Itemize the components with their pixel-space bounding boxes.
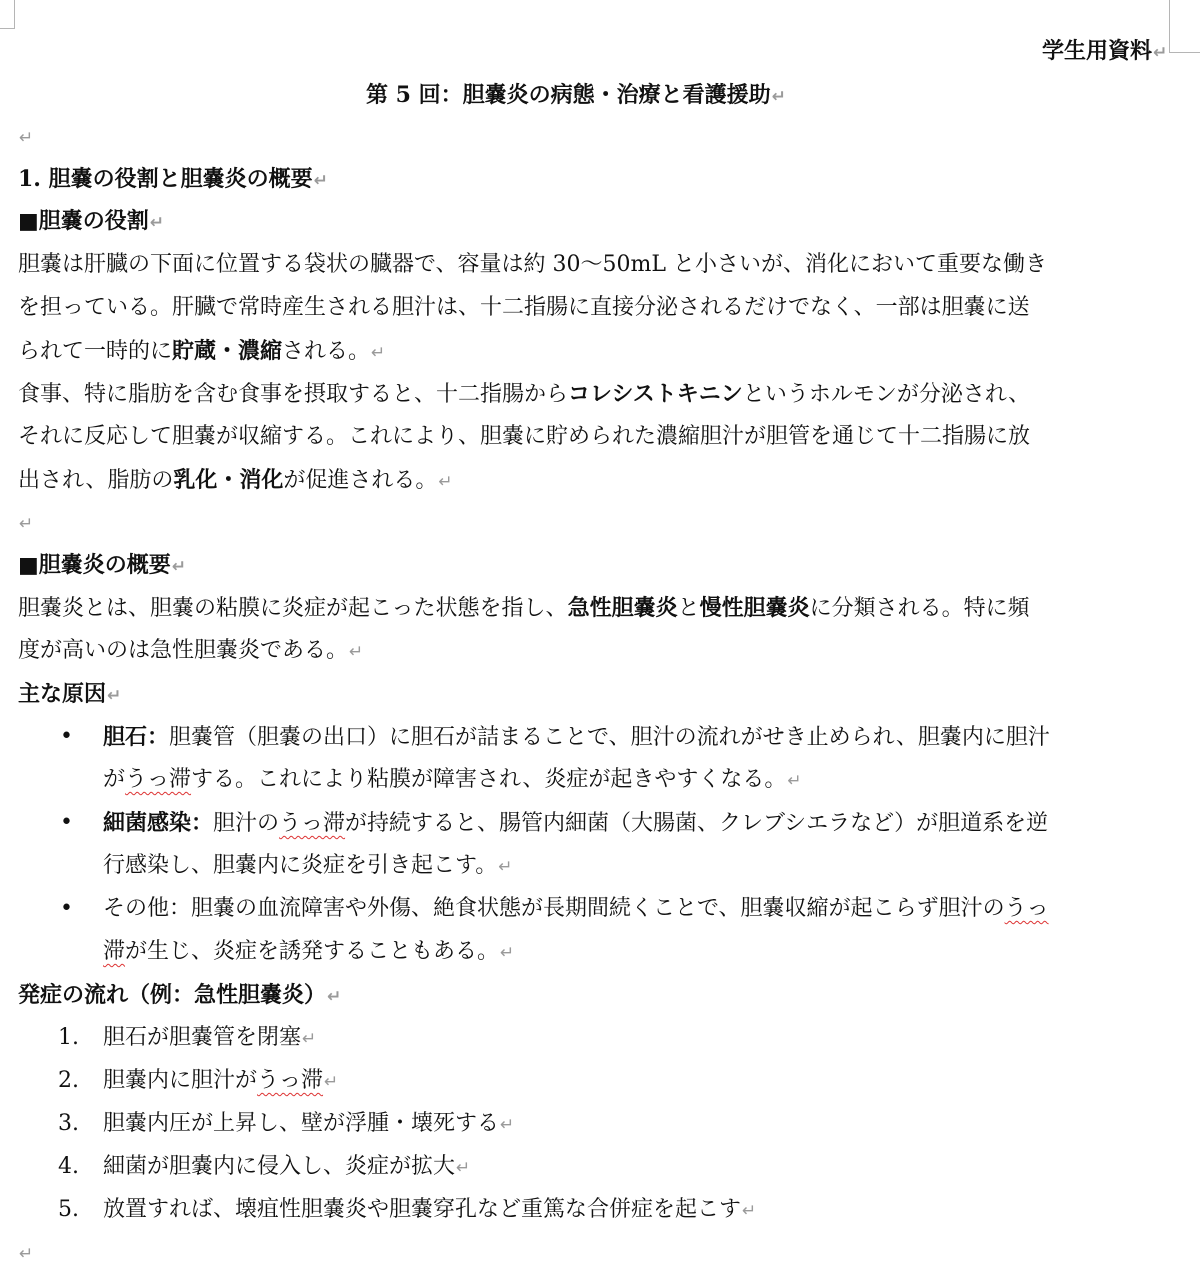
paragraph-mark: ↵ xyxy=(19,1244,34,1264)
list-item: 胆石：胆嚢管（胆嚢の出口）に胆石が詰まることで、胆汁の流れがせき止められ、胆嚢内に胆汁 xyxy=(103,724,1050,750)
body-text: 胆嚢は肝臓の下面に位置する袋状の臓器で、容量は約 30〜50mL と小さいが、消化において重要な働き xyxy=(18,252,1048,277)
paragraph-mark: ↵ xyxy=(349,642,364,662)
paragraph-mark: ↵ xyxy=(107,686,122,706)
paragraph-mark: ↵ xyxy=(787,771,802,791)
paragraph-mark: ↵ xyxy=(438,472,453,492)
paragraph-mark: ↵ xyxy=(19,514,34,534)
header-label: 学生用資料↵ xyxy=(1042,38,1168,64)
spellcheck-underline: うっ滞 xyxy=(257,1068,324,1093)
subheading-causes: 主な原因↵ xyxy=(18,681,122,707)
body-text: 食事、特に脂肪を含む食事を摂取すると、十二指腸からコレシストキニンというホルモンが分泌され、 xyxy=(18,381,1031,407)
paragraph-mark: ↵ xyxy=(498,857,513,877)
bold-term: 貯蔵・濃縮 xyxy=(172,338,283,364)
list-number: 5. xyxy=(58,1197,79,1222)
paragraph-mark: ↵ xyxy=(371,343,386,363)
bold-term: 慢性胆嚢炎 xyxy=(699,595,810,621)
bullet-icon: • xyxy=(60,810,73,835)
body-text: られて一時的に貯蔵・濃縮される。↵ xyxy=(18,338,386,364)
paragraph-mark: ↵ xyxy=(500,943,515,963)
list-number: 3. xyxy=(58,1111,79,1136)
paragraph-mark: ↵ xyxy=(456,1158,471,1178)
document-title: 第 5 回：胆嚢炎の病態・治療と看護援助↵ xyxy=(366,82,786,108)
spellcheck-underline: うっ滞 xyxy=(279,811,346,836)
paragraph-mark: ↵ xyxy=(324,1072,339,1092)
subheading-role: ■胆嚢の役割↵ xyxy=(18,208,165,234)
numbered-item: 細菌が胆嚢内に侵入し、炎症が拡大↵ xyxy=(103,1154,471,1179)
spellcheck-underline: うっ xyxy=(1004,896,1049,921)
list-item-continued: 行感染し、胆嚢内に炎症を引き起こす。↵ xyxy=(103,853,513,878)
margin-corner-mark xyxy=(0,0,15,29)
bold-term: 乳化・消化 xyxy=(173,467,284,493)
paragraph-mark: ↵ xyxy=(771,87,786,107)
body-text: それに反応して胆嚢が収縮する。これにより、胆嚢に貯められた濃縮胆汁が胆管を通じて十二指腸に放 xyxy=(18,424,1031,449)
section-heading: 1. 胆嚢の役割と胆嚢炎の概要↵ xyxy=(18,166,328,192)
bullet-icon: • xyxy=(60,896,73,921)
list-item: 細菌感染：胆汁のうっ滞が持続すると、腸管内細菌（大腸菌、クレブシエラなど）が胆道系を逆 xyxy=(103,810,1049,836)
empty-paragraph xyxy=(18,1238,33,1269)
list-number: 1. xyxy=(58,1025,79,1050)
bold-term: コレシストキニン xyxy=(568,381,743,407)
body-text: 出され、脂肪の乳化・消化が促進される。↵ xyxy=(18,467,453,493)
paragraph-mark: ↵ xyxy=(742,1201,757,1221)
bold-term: 胆石： xyxy=(103,724,170,750)
body-text: 胆嚢炎とは、胆嚢の粘膜に炎症が起こった状態を指し、急性胆嚢炎と慢性胆嚢炎に分類される。特に頻 xyxy=(18,595,1030,621)
paragraph-mark: ↵ xyxy=(1153,43,1168,63)
margin-corner-mark xyxy=(1169,0,1200,53)
subheading-flow: 発症の流れ（例：急性胆嚢炎）↵ xyxy=(18,982,342,1008)
bullet-icon: • xyxy=(60,724,73,749)
numbered-item: 放置すれば、壊疽性胆嚢炎や胆嚢穿孔など重篤な合併症を起こす↵ xyxy=(103,1197,757,1222)
empty-paragraph xyxy=(18,122,33,153)
bold-term: 細菌感染： xyxy=(103,810,214,836)
body-text: を担っている。肝臓で常時産生される胆汁は、十二指腸に直接分泌されるだけでなく、一部は胆嚢に送 xyxy=(18,295,1030,320)
list-number: 2. xyxy=(58,1068,79,1093)
numbered-item: 胆石が胆嚢管を閉塞↵ xyxy=(103,1025,317,1050)
list-item-continued: 滞が生じ、炎症を誘発することもある。↵ xyxy=(103,939,515,964)
paragraph-mark: ↵ xyxy=(302,1029,317,1049)
paragraph-mark: ↵ xyxy=(149,213,165,233)
list-item-continued: がうっ滞する。これにより粘膜が障害され、炎症が起きやすくなる。↵ xyxy=(103,767,802,792)
empty-paragraph xyxy=(18,508,33,539)
spellcheck-underline: うっ滞 xyxy=(125,767,192,792)
paragraph-mark: ↵ xyxy=(500,1115,515,1135)
numbered-item: 胆嚢内に胆汁がうっ滞↵ xyxy=(103,1068,339,1093)
list-number: 4. xyxy=(58,1154,79,1179)
paragraph-mark: ↵ xyxy=(19,128,34,148)
body-text: 度が高いのは急性胆嚢炎である。↵ xyxy=(18,638,364,663)
bold-term: 急性胆嚢炎 xyxy=(567,595,678,621)
paragraph-mark: ↵ xyxy=(327,987,342,1007)
paragraph-mark: ↵ xyxy=(313,171,328,191)
spellcheck-underline: 滞 xyxy=(103,939,126,964)
numbered-item: 胆嚢内圧が上昇し、壁が浮腫・壊死する↵ xyxy=(103,1111,515,1136)
subheading-overview: ■胆嚢炎の概要↵ xyxy=(18,552,187,578)
list-item: その他：胆嚢の血流障害や外傷、絶食状態が長期間続くことで、胆嚢収縮が起こらず胆汁のうっ xyxy=(103,896,1049,921)
paragraph-mark: ↵ xyxy=(171,557,187,577)
